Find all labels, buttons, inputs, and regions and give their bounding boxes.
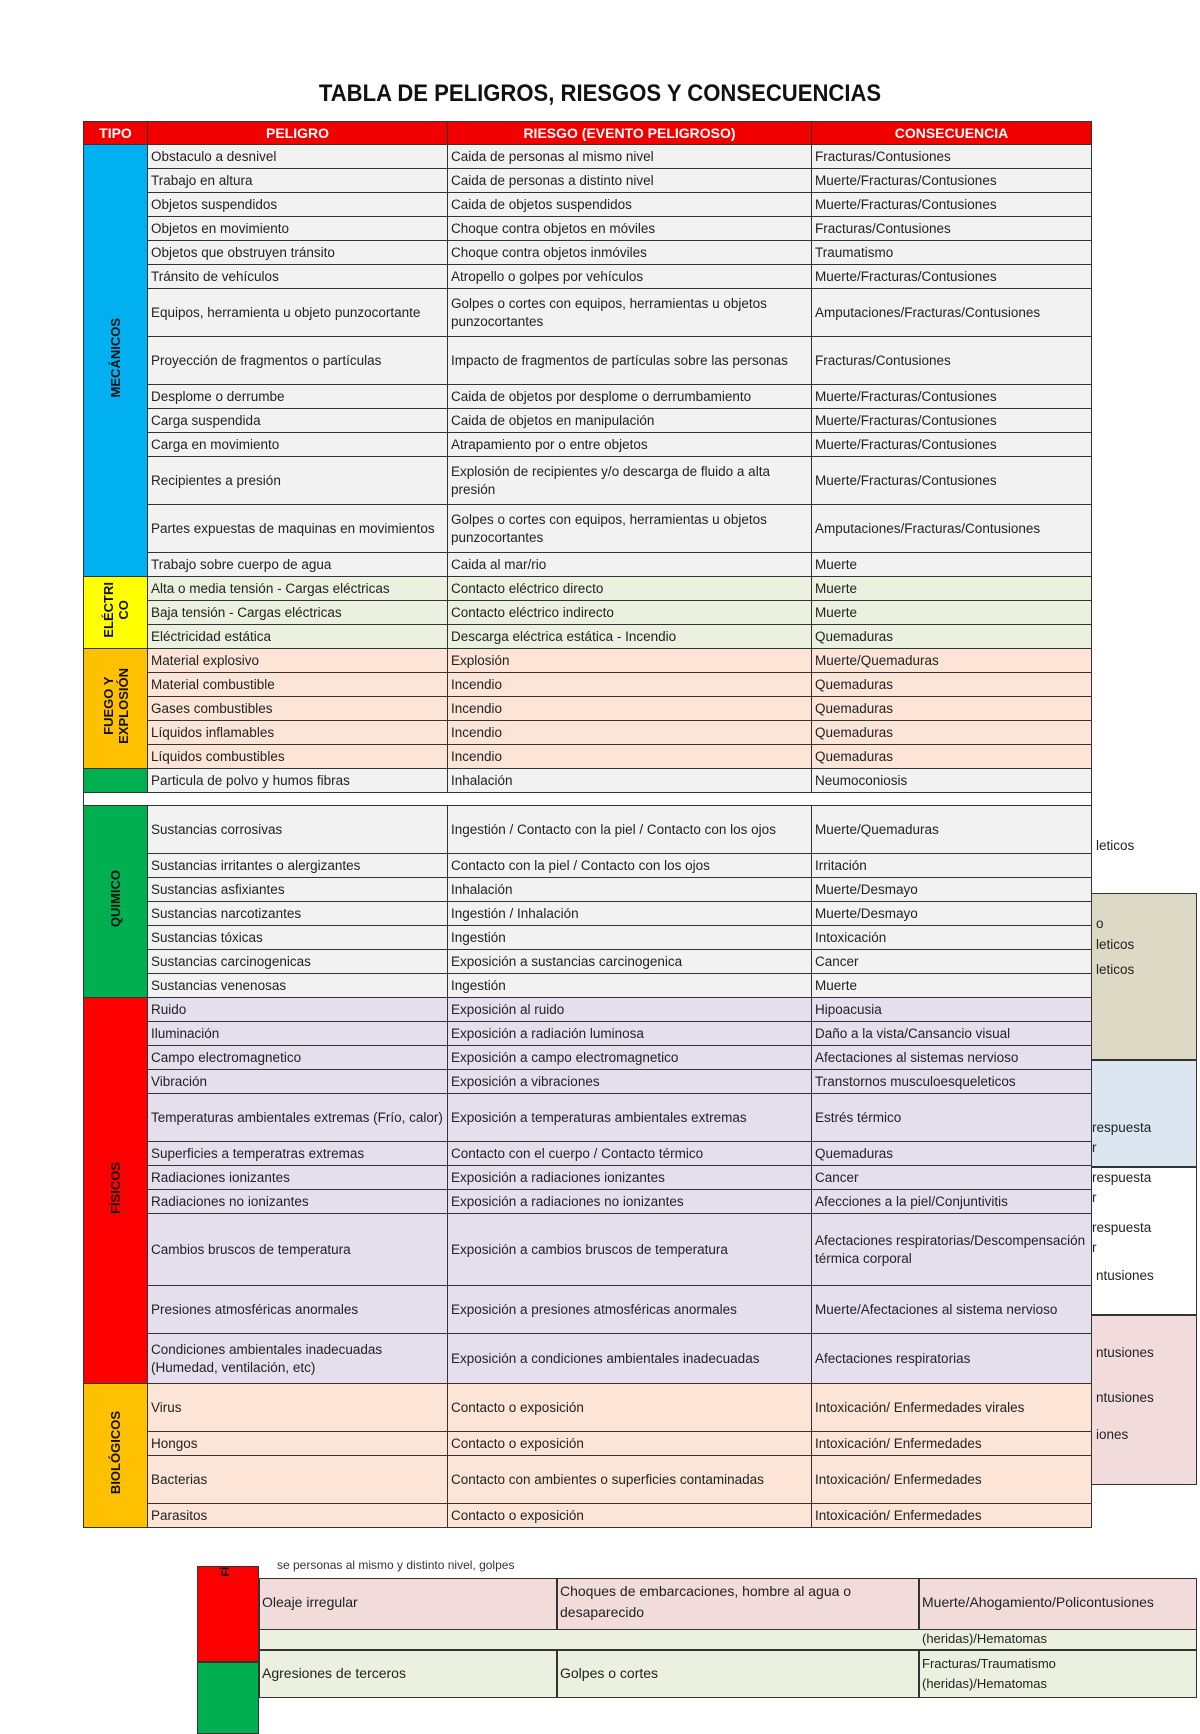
peligro-cell: Presiones atmosféricas anormales [148,1286,448,1334]
consecuencia-cell: Muerte/Fracturas/Contusiones [812,169,1092,193]
riesgo-cell: Golpes o cortes con equipos, herramientas u objetos punzocortantes [448,505,812,553]
side-fragment: o [1096,916,1104,931]
peligro-cell: Desplome o derrumbe [148,385,448,409]
side-fragment: r [1092,1140,1097,1155]
riesgo-cell: Exposición a campo electromagnetico [448,1046,812,1070]
table-row [84,385,1092,409]
peligro-cell: Sustancias asfixiantes [148,878,448,902]
consecuencia-cell: Muerte/Fracturas/Contusiones [812,409,1092,433]
table-row [84,145,1092,169]
peligro-cell: Material combustible [148,673,448,697]
consecuencia-cell: Muerte/Afectaciones al sistema nervioso [812,1286,1092,1334]
peligro-cell: Líquidos combustibles [148,745,448,769]
table-row [84,769,1092,793]
peligro-cell: Alta o media tensión - Cargas eléctricas [148,577,448,601]
consecuencia-cell: Muerte/Desmayo [812,902,1092,926]
peligro-cell: Partes expuestas de maquinas en movimientos [148,505,448,553]
consecuencia-cell: Muerte [812,553,1092,577]
type-label-electrico: ELÉCTRI CO [100,582,131,638]
type-label-fisicos: FÍSICOS [108,1161,123,1214]
type-cell-fisicos [84,998,148,1384]
side-fragment: leticos [1096,962,1135,977]
riesgo-cell: Inhalación [448,878,812,902]
riesgo-cell: Atrapamiento por o entre objetos [448,433,812,457]
peligro-cell: Objetos suspendidos [148,193,448,217]
riesgo-cell: Contacto o exposición [448,1384,812,1432]
consecuencia-cell: Daño a la vista/Cansancio visual [812,1022,1092,1046]
type-label-quimico: QUIMICO [108,870,123,928]
type-label-fuego: FUEGO Y EXPLOSIÓN [100,668,131,744]
under-type-red: FÍ [197,1566,259,1662]
type-cell-biologicos [84,1384,148,1528]
side-fragment: r [1092,1190,1097,1205]
header-riesgo: RIESGO (EVENTO PELIGROSO) [448,122,812,145]
peligro-cell: Radiaciones no ionizantes [148,1190,448,1214]
peligro-cell: Trabajo sobre cuerpo de agua [148,553,448,577]
riesgo-cell: Caida de objetos suspendidos [448,193,812,217]
side-fragment: r [1092,1240,1097,1255]
consecuencia-cell: Quemaduras [812,1142,1092,1166]
table-row [84,649,1092,673]
peligro-cell: Virus [148,1384,448,1432]
consecuencia-cell: Muerte/Quemaduras [812,649,1092,673]
table-row [84,169,1092,193]
type-cell-mecanicos [84,145,148,577]
consecuencia-cell: Afectaciones al sistemas nervioso [812,1046,1092,1070]
table-row [84,1046,1092,1070]
consecuencia-cell: Intoxicación/ Enfermedades virales [812,1384,1092,1432]
type-cell-electrico [84,577,148,649]
table-row [84,673,1092,697]
table-row [84,1456,1092,1504]
table-row [84,625,1092,649]
table-row [84,1094,1092,1142]
peligro-cell: Material explosivo [148,649,448,673]
consecuencia-cell: Intoxicación/ Enfermedades [812,1456,1092,1504]
peligro-cell: Eléctricidad estática [148,625,448,649]
under-partial-top: se personas al mismo y distinto nivel, golpes [277,1558,515,1572]
riesgo-cell: Contacto con ambientes o superficies contaminadas [448,1456,812,1504]
peligro-cell: Equipos, herramienta u objeto punzocortante [148,289,448,337]
riesgo-cell: Contacto o exposición [448,1504,812,1528]
table-row [84,433,1092,457]
riesgo-cell: Caida de personas a distinto nivel [448,169,812,193]
table-row [84,217,1092,241]
table-row [84,553,1092,577]
table-row [84,902,1092,926]
consecuencia-cell: Afectaciones respiratorias [812,1334,1092,1384]
side-fragment: respuesta [1092,1220,1152,1235]
riesgo-cell: Caida de personas al mismo nivel [448,145,812,169]
consecuencia-cell: Muerte/Fracturas/Contusiones [812,433,1092,457]
riesgo-cell: Contacto o exposición [448,1432,812,1456]
table-row [84,601,1092,625]
consecuencia-cell: Muerte/Quemaduras [812,806,1092,854]
table-row [84,409,1092,433]
table-row [84,1286,1092,1334]
riesgo-cell: Contacto con el cuerpo / Contacto térmico [448,1142,812,1166]
riesgo-cell: Exposición a cambios bruscos de temperatura [448,1214,812,1286]
peligro-cell: Sustancias corrosivas [148,806,448,854]
section-gap [84,793,1092,806]
table-row [84,1190,1092,1214]
table-row [84,806,1092,854]
side-fragment: ntusiones [1096,1390,1154,1405]
peligro-cell: Objetos en movimiento [148,217,448,241]
riesgo-cell: Exposición a temperaturas ambientales extremas [448,1094,812,1142]
table-row [84,697,1092,721]
consecuencia-cell: Fracturas/Contusiones [812,145,1092,169]
under-row-strip: (heridas)/Hematomas [259,1630,1197,1650]
riesgo-cell: Incendio [448,673,812,697]
peligro-cell: Particula de polvo y humos fibras [148,769,448,793]
hazard-table [83,121,1092,1528]
under-block-blue [1087,1060,1197,1167]
table-row [84,1214,1092,1286]
riesgo-cell: Exposición al ruido [448,998,812,1022]
peligro-cell: Proyección de fragmentos o partículas [148,337,448,385]
header-peligro: PELIGRO [148,122,448,145]
consecuencia-cell: Intoxicación/ Enfermedades [812,1504,1092,1528]
table-row [84,721,1092,745]
consecuencia-cell: Hipoacusia [812,998,1092,1022]
peligro-cell: Vibración [148,1070,448,1094]
header-consecuencia: CONSECUENCIA [812,122,1092,145]
riesgo-cell: Incendio [448,721,812,745]
consecuencia-cell: Muerte/Desmayo [812,878,1092,902]
consecuencia-cell: Quemaduras [812,721,1092,745]
type-cell-quimico_top [84,769,148,793]
consecuencia-cell: Quemaduras [812,625,1092,649]
riesgo-cell: Incendio [448,697,812,721]
peligro-cell: Carga suspendida [148,409,448,433]
table-row [84,878,1092,902]
peligro-cell: Sustancias irritantes o alergizantes [148,854,448,878]
peligro-cell: Baja tensión - Cargas eléctricas [148,601,448,625]
type-cell-fuego [84,649,148,769]
consecuencia-cell: Muerte/Fracturas/Contusiones [812,193,1092,217]
table-row [84,1432,1092,1456]
consecuencia-cell: Muerte/Fracturas/Contusiones [812,457,1092,505]
peligro-cell: Objetos que obstruyen tránsito [148,241,448,265]
peligro-cell: Sustancias tóxicas [148,926,448,950]
table-row [84,1142,1092,1166]
table-row [84,505,1092,553]
peligro-cell: Sustancias carcinogenicas [148,950,448,974]
side-fragment: ntusiones [1096,1345,1154,1360]
riesgo-cell: Contacto con la piel / Contacto con los ojos [448,854,812,878]
side-fragment: iones [1096,1427,1129,1442]
riesgo-cell: Exposición a radiación luminosa [448,1022,812,1046]
table-row [84,950,1092,974]
page-title: TABLA DE PELIGROS, RIESGOS Y CONSECUENCIAS [318,80,882,107]
header-tipo: TIPO [84,122,148,145]
riesgo-cell: Exposición a radiaciones no ionizantes [448,1190,812,1214]
under-row-oleaje: Oleaje irregular Choques de embarcaciones, hombre al agua o desaparecido Muerte/Ahogamiento/Policontusiones [259,1578,1197,1630]
table-row [84,926,1092,950]
table-row [84,577,1092,601]
peligro-cell: Radiaciones ionizantes [148,1166,448,1190]
table-row [84,337,1092,385]
side-fragment: respuesta [1092,1170,1152,1185]
riesgo-cell: Ingestión / Contacto con la piel / Contacto con los ojos [448,806,812,854]
under-type-green [197,1662,259,1734]
riesgo-cell: Exposición a condiciones ambientales inadecuadas [448,1334,812,1384]
peligro-cell: Gases combustibles [148,697,448,721]
peligro-cell: Campo electromagnetico [148,1046,448,1070]
riesgo-cell: Choque contra objetos en móviles [448,217,812,241]
consecuencia-cell: Amputaciones/Fracturas/Contusiones [812,289,1092,337]
consecuencia-cell: Cancer [812,950,1092,974]
consecuencia-cell: Muerte/Fracturas/Contusiones [812,385,1092,409]
peligro-cell: Sustancias venenosas [148,974,448,998]
type-label-mecanicos: MECÁNICOS [108,318,123,398]
riesgo-cell: Exposición a vibraciones [448,1070,812,1094]
riesgo-cell: Impacto de fragmentos de partículas sobre las personas [448,337,812,385]
table-row [84,854,1092,878]
under-row-agresiones: Agresiones de terceros Golpes o cortes Fracturas/Traumatismo (heridas)/Hematomas [259,1650,1197,1698]
riesgo-cell: Choque contra objetos inmóviles [448,241,812,265]
table-row [84,193,1092,217]
peligro-cell: Temperaturas ambientales extremas (Frío, calor) [148,1094,448,1142]
table-row [84,1384,1092,1432]
riesgo-cell: Exposición a sustancias carcinogenica [448,950,812,974]
consecuencia-cell: Quemaduras [812,697,1092,721]
peligro-cell: Obstaculo a desnivel [148,145,448,169]
riesgo-cell: Caida de objetos por desplome o derrumbamiento [448,385,812,409]
type-cell-quimico [84,806,148,998]
consecuencia-cell: Afectaciones respiratorias/Descompensación térmica corporal [812,1214,1092,1286]
peligro-cell: Iluminación [148,1022,448,1046]
consecuencia-cell: Amputaciones/Fracturas/Contusiones [812,505,1092,553]
riesgo-cell: Inhalación [448,769,812,793]
consecuencia-cell: Muerte [812,601,1092,625]
peligro-cell: Ruido [148,998,448,1022]
riesgo-cell: Descarga eléctrica estática - Incendio [448,625,812,649]
peligro-cell: Sustancias narcotizantes [148,902,448,926]
table-row [84,241,1092,265]
riesgo-cell: Atropello o golpes por vehículos [448,265,812,289]
consecuencia-cell: Neumoconiosis [812,769,1092,793]
consecuencia-cell: Intoxicación/ Enfermedades [812,1432,1092,1456]
peligro-cell: Bacterias [148,1456,448,1504]
riesgo-cell: Explosión [448,649,812,673]
riesgo-cell: Ingestión [448,974,812,998]
peligro-cell: Carga en movimiento [148,433,448,457]
table-row [84,1504,1092,1528]
table-row [84,457,1092,505]
consecuencia-cell: Fracturas/Contusiones [812,337,1092,385]
riesgo-cell: Incendio [448,745,812,769]
table-row [84,745,1092,769]
side-fragment: ntusiones [1096,1268,1154,1283]
peligro-cell: Tránsito de vehículos [148,265,448,289]
side-fragment: respuesta [1092,1120,1152,1135]
consecuencia-cell: Fracturas/Contusiones [812,217,1092,241]
riesgo-cell: Contacto eléctrico indirecto [448,601,812,625]
table-row [84,1166,1092,1190]
consecuencia-cell: Quemaduras [812,745,1092,769]
table-row [84,1022,1092,1046]
peligro-cell: Hongos [148,1432,448,1456]
peligro-cell: Líquidos inflamables [148,721,448,745]
consecuencia-cell: Muerte [812,974,1092,998]
header-row [84,122,1092,145]
peligro-cell: Trabajo en altura [148,169,448,193]
riesgo-cell: Caida de objetos en manipulación [448,409,812,433]
consecuencia-cell: Estrés térmico [812,1094,1092,1142]
peligro-cell: Superficies a temperatras extremas [148,1142,448,1166]
peligro-cell: Cambios bruscos de temperatura [148,1214,448,1286]
table-row [84,998,1092,1022]
riesgo-cell: Ingestión / Inhalación [448,902,812,926]
consecuencia-cell: Traumatismo [812,241,1092,265]
under-block-white [1087,1167,1197,1315]
table-row [84,1070,1092,1094]
consecuencia-cell: Muerte/Fracturas/Contusiones [812,265,1092,289]
consecuencia-cell: Transtornos musculoesqueleticos [812,1070,1092,1094]
table-row [84,1334,1092,1384]
consecuencia-cell: Muerte [812,577,1092,601]
table-row [84,974,1092,998]
riesgo-cell: Explosión de recipientes y/o descarga de fluido a alta presión [448,457,812,505]
consecuencia-cell: Cancer [812,1166,1092,1190]
riesgo-cell: Ingestión [448,926,812,950]
riesgo-cell: Contacto eléctrico directo [448,577,812,601]
table-row [84,289,1092,337]
peligro-cell: Parasitos [148,1504,448,1528]
table-row [84,265,1092,289]
side-fragment: leticos [1096,937,1135,952]
riesgo-cell: Caida al mar/rio [448,553,812,577]
riesgo-cell: Exposición a presiones atmosféricas anormales [448,1286,812,1334]
type-label-biologicos: BIOLÓGICOS [108,1411,123,1495]
side-fragment: leticos [1096,838,1135,853]
consecuencia-cell: Intoxicación [812,926,1092,950]
consecuencia-cell: Afecciones a la piel/Conjuntivitis [812,1190,1092,1214]
consecuencia-cell: Quemaduras [812,673,1092,697]
peligro-cell: Condiciones ambientales inadecuadas (Humedad, ventilación, etc) [148,1334,448,1384]
peligro-cell: Recipientes a presión [148,457,448,505]
riesgo-cell: Exposición a radiaciones ionizantes [448,1166,812,1190]
consecuencia-cell: Irritación [812,854,1092,878]
riesgo-cell: Golpes o cortes con equipos, herramientas u objetos punzocortantes [448,289,812,337]
